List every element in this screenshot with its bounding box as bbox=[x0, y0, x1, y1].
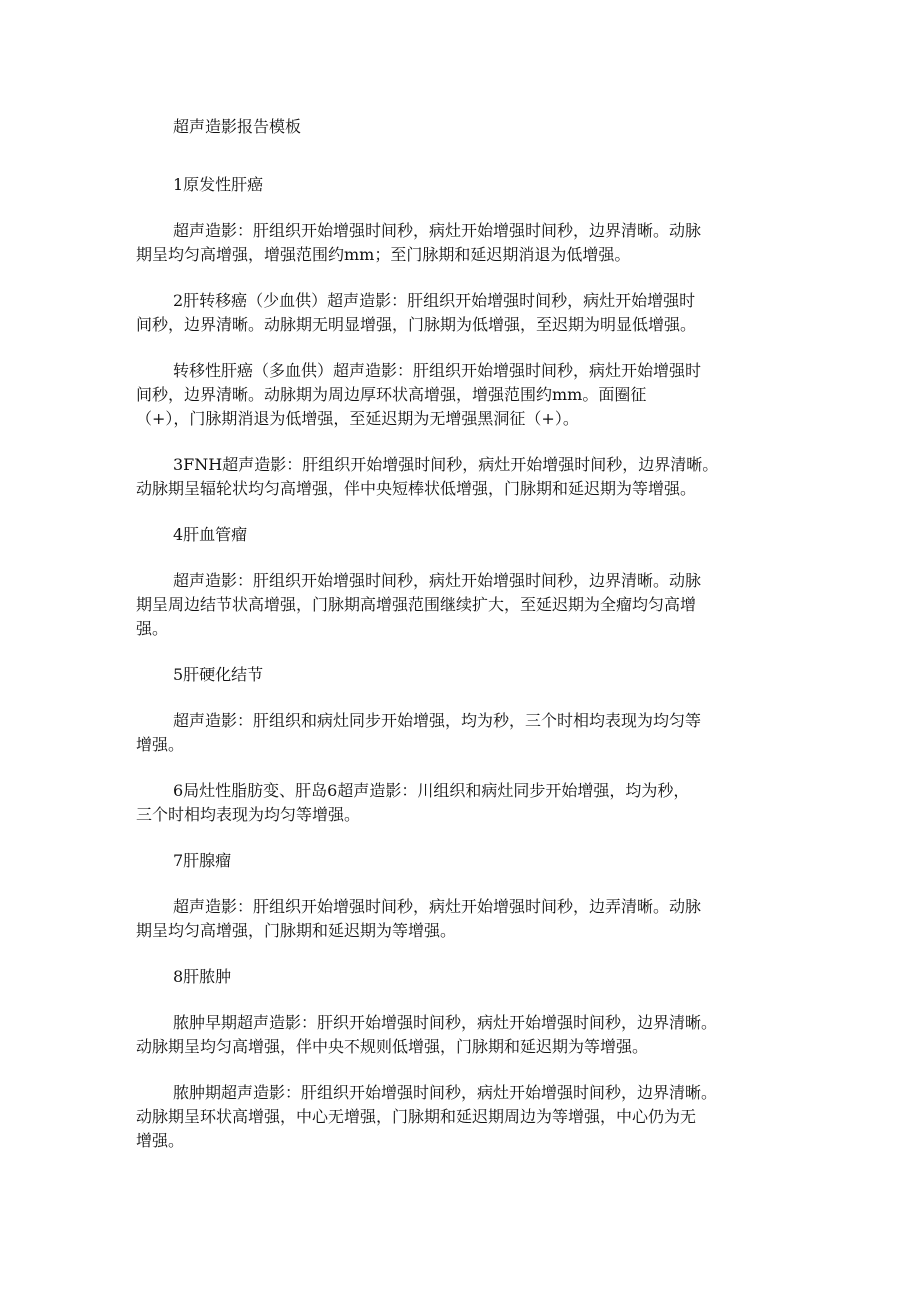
paragraph-line: 期呈均匀高增强，门脉期和延迟期为等增强。 bbox=[136, 921, 457, 940]
paragraph-hypovascular-metastasis bbox=[136, 289, 792, 337]
paragraph-line: 动脉期呈环状高增强，中心无增强，门脉期和延迟期周边为等增强，中心仍为无 bbox=[136, 1107, 697, 1126]
paragraph-line: 增强。 bbox=[136, 735, 185, 754]
section-heading-adenoma bbox=[136, 849, 792, 873]
paragraph-line: 超声造影：肝组织和病灶同步开始增强，均为秒，三个时相均表现为均匀等 bbox=[173, 711, 702, 730]
paragraph-line: 间秒，边界清晰。动脉期为周边厚环状高增强，增强范围约mm。面圈征 bbox=[136, 385, 647, 404]
paragraph-hemangioma bbox=[136, 569, 792, 641]
section-heading: 8肝脓肿 bbox=[173, 967, 232, 986]
paragraph-fnh bbox=[136, 453, 792, 501]
paragraph-line: 期呈均匀高增强，增强范围约mm；至门脉期和延迟期消退为低增强。 bbox=[136, 245, 631, 264]
section-heading: 7肝腺瘤 bbox=[173, 851, 232, 870]
paragraph-line: 强。 bbox=[136, 619, 169, 638]
paragraph-line: 动脉期呈均匀高增强，伴中央不规则低增强，门脉期和延迟期为等增强。 bbox=[136, 1037, 649, 1056]
paragraph-line: 间秒，边界清晰。动脉期无明显增强，门脉期为低增强，至迟期为明显低增强。 bbox=[136, 315, 697, 334]
paragraph-line: 6局灶性脂肪变、肝岛6超声造影：川组织和病灶同步开始增强，均为秒， bbox=[173, 781, 690, 800]
section-heading: 4肝血管瘤 bbox=[173, 525, 248, 544]
paragraph-early-abscess bbox=[136, 1011, 792, 1059]
section-heading-primary-liver-cancer bbox=[136, 173, 792, 197]
paragraph-line: 期呈周边结节状高增强，门脉期高增强范围继续扩大，至延迟期为全瘤均匀高增 bbox=[136, 595, 697, 614]
paragraph-line: 转移性肝癌（多血供）超声造影：肝组织开始增强时间秒，病灶开始增强时 bbox=[173, 361, 702, 380]
document-page bbox=[136, 115, 792, 1153]
paragraph-cirrhotic-nodule bbox=[136, 709, 792, 757]
document-title: 超声造影报告模板 bbox=[173, 117, 302, 136]
section-heading-cirrhotic-nodule bbox=[136, 663, 792, 687]
paragraph-adenoma bbox=[136, 895, 792, 943]
paragraph-line: 2肝转移癌（少血供）超声造影：肝组织开始增强时间秒，病灶开始增强时 bbox=[173, 291, 696, 310]
paragraph-line: 三个时相均表现为均匀等增强。 bbox=[136, 805, 361, 824]
paragraph-line: 脓肿期超声造影：肝组织开始增强时间秒，病灶开始增强时间秒，边界清晰。 bbox=[173, 1083, 718, 1102]
section-heading: 1原发性肝癌 bbox=[173, 175, 264, 194]
paragraph-line: 脓肿早期超声造影：肝织开始增强时间秒，病灶开始增强时间秒，边界清晰。 bbox=[173, 1013, 718, 1032]
paragraph-line: 超声造影：肝组织开始增强时间秒，病灶开始增强时间秒，边弄清晰。动脉 bbox=[173, 897, 702, 916]
paragraph-line: 动脉期呈辐轮状均匀高增强，伴中央短棒状低增强，门脉期和延迟期为等增强。 bbox=[136, 479, 697, 498]
paragraph-focal-fatty-change bbox=[136, 779, 792, 827]
paragraph-hypervascular-metastasis bbox=[136, 359, 792, 431]
paragraph-abscess-stage bbox=[136, 1081, 792, 1153]
paragraph-line: （+），门脉期消退为低增强，至延迟期为无增强黑洞征（+）。 bbox=[136, 409, 579, 428]
paragraph-line: 增强。 bbox=[136, 1131, 185, 1150]
paragraph-line: 超声造影：肝组织开始增强时间秒，病灶开始增强时间秒，边界清晰。动脉 bbox=[173, 221, 702, 240]
section-heading-hemangioma bbox=[136, 523, 792, 547]
section-heading: 5肝硬化结节 bbox=[173, 665, 264, 684]
paragraph-primary-liver-cancer bbox=[136, 219, 792, 267]
section-heading-abscess bbox=[136, 965, 792, 989]
paragraph-line: 超声造影：肝组织开始增强时间秒，病灶开始增强时间秒，边界清晰。动脉 bbox=[173, 571, 702, 590]
paragraph-line: 3FNH超声造影：肝组织开始增强时间秒，病灶开始增强时间秒，边界清晰。 bbox=[173, 455, 719, 474]
